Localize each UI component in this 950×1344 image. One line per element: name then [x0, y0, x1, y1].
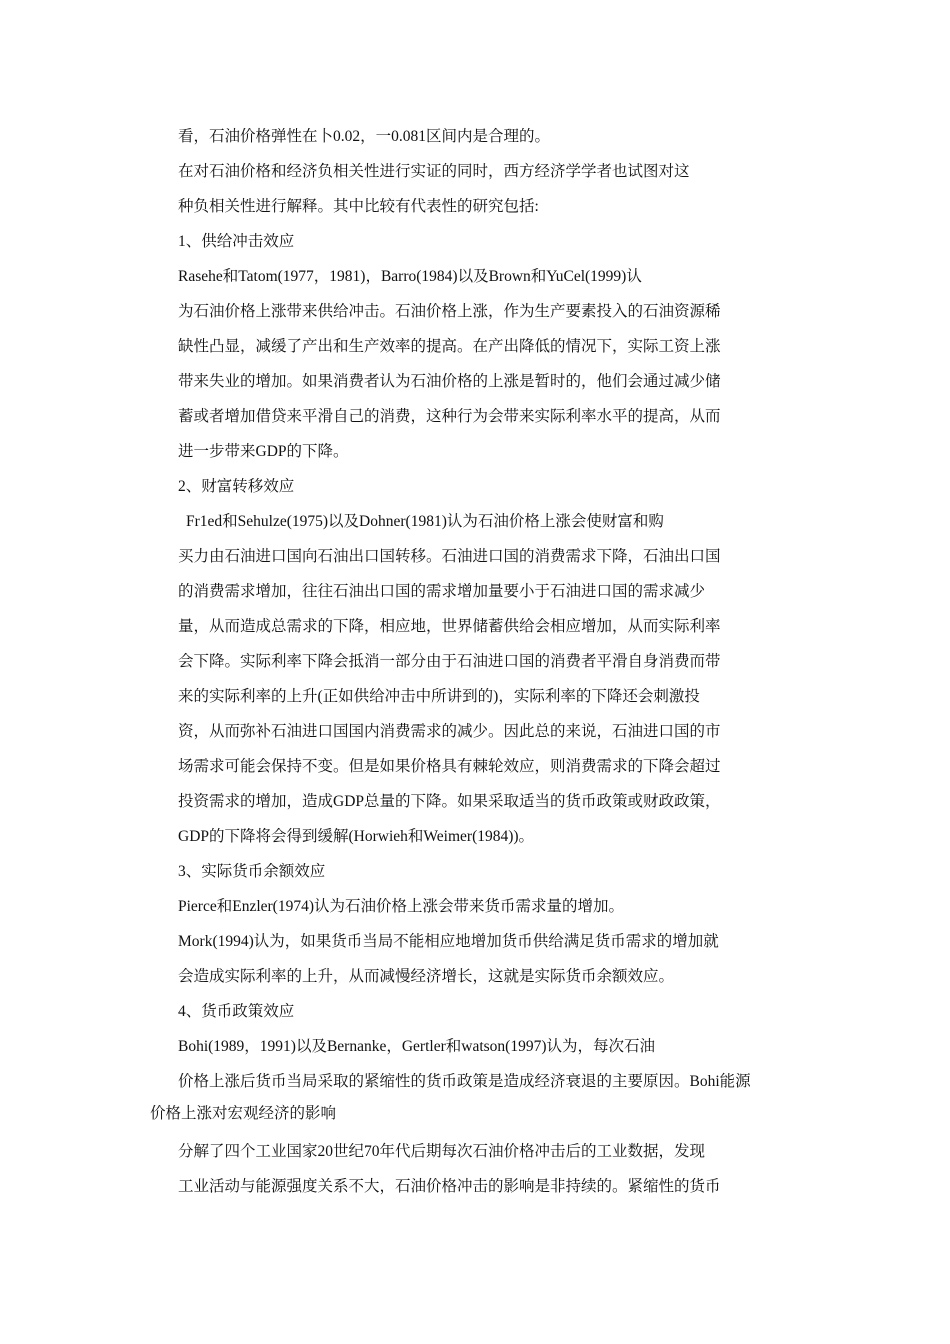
- text-line: 来的实际利率的上升(正如供给冲击中所讲到的)，实际利率的下降还会刺激投: [178, 688, 700, 705]
- text-line: 买力由石油进口国向石油出口国转移。石油进口国的消费需求下降，石油出口国: [178, 548, 721, 565]
- text-line: 的消费需求增加，往往石油出口国的需求增加量要小于石油进口国的需求减少: [178, 583, 706, 600]
- text-line: Fr1ed和Sehulze(1975)以及Dohner(1981)认为石油价格上涨会使财富和购: [186, 513, 664, 530]
- text-line: 在对石油价格和经济负相关性进行实证的同时，西方经济学学者也试图对这: [178, 163, 690, 180]
- text-line: 缺性凸显，减缓了产出和生产效率的提高。在产出降低的情况下，实际工资上涨: [178, 338, 721, 355]
- text-line: 带来失业的增加。如果消费者认为石油价格的上涨是暂时的，他们会通过减少储: [178, 373, 721, 390]
- text-line: 进一步带来GDP的下降。: [178, 443, 349, 460]
- section-heading: 2、财富转移效应: [178, 478, 295, 495]
- text-line: 投资需求的增加，造成GDP总量的下降。如果采取适当的货币政策或财政政策，: [178, 793, 721, 810]
- text-line: 种负相关性进行解释。其中比较有代表性的研究包括:: [178, 198, 539, 215]
- text-line: 资，从而弥补石油进口国国内消费需求的减少。因此总的来说，石油进口国的市: [178, 723, 721, 740]
- text-line: 价格上涨后货币当局采取的紧缩性的货币政策是造成经济衰退的主要原因。Bohi能源: [178, 1073, 751, 1090]
- section-heading: 3、实际货币余额效应: [178, 863, 326, 880]
- text-line: 看，石油价格弹性在卜0.02，一0.081区间内是合理的。: [178, 128, 551, 145]
- running-title: 价格上涨对宏观经济的影响: [150, 1105, 337, 1122]
- text-line: 量，从而造成总需求的下降，相应地，世界储蓄供给会相应增加，从而实际利率: [178, 618, 721, 635]
- text-line: 为石油价格上涨带来供给冲击。石油价格上涨，作为生产要素投入的石油资源稀: [178, 303, 721, 320]
- text-line: Rasehe和Tatom(1977，1981)，Barro(1984)以及Brown和YuCel(1999)认: [178, 268, 642, 285]
- text-line: 会造成实际利率的上升，从而减慢经济增长，这就是实际货币余额效应。: [178, 968, 675, 985]
- text-line: 分解了四个工业国家20世纪70年代后期每次石油价格冲击后的工业数据，发现: [178, 1143, 706, 1160]
- text-line: Bohi(1989，1991)以及Bernanke，Gertler和watson(1997)认为，每次石油: [178, 1038, 655, 1055]
- text-line: 会下降。实际利率下降会抵消一部分由于石油进口国的消费者平滑自身消费而带: [178, 653, 721, 670]
- text-line: Pierce和Enzler(1974)认为石油价格上涨会带来货币需求量的增加。: [178, 898, 624, 915]
- section-heading: 4、货币政策效应: [178, 1003, 295, 1020]
- text-line: 场需求可能会保持不变。但是如果价格具有棘轮效应，则消费需求的下降会超过: [178, 758, 721, 775]
- text-line: 蓄或者增加借贷来平滑自己的消费，这种行为会带来实际利率水平的提高，从而: [178, 408, 721, 425]
- section-heading: 1、供给冲击效应: [178, 233, 295, 250]
- text-line: Mork(1994)认为，如果货币当局不能相应地增加货币供给满足货币需求的增加就: [178, 933, 719, 950]
- text-line: 工业活动与能源强度关系不大，石油价格冲击的影响是非持续的。紧缩性的货币: [178, 1178, 721, 1195]
- text-line: GDP的下降将会得到缓解(Horwieh和Weimer(1984))。: [178, 828, 535, 845]
